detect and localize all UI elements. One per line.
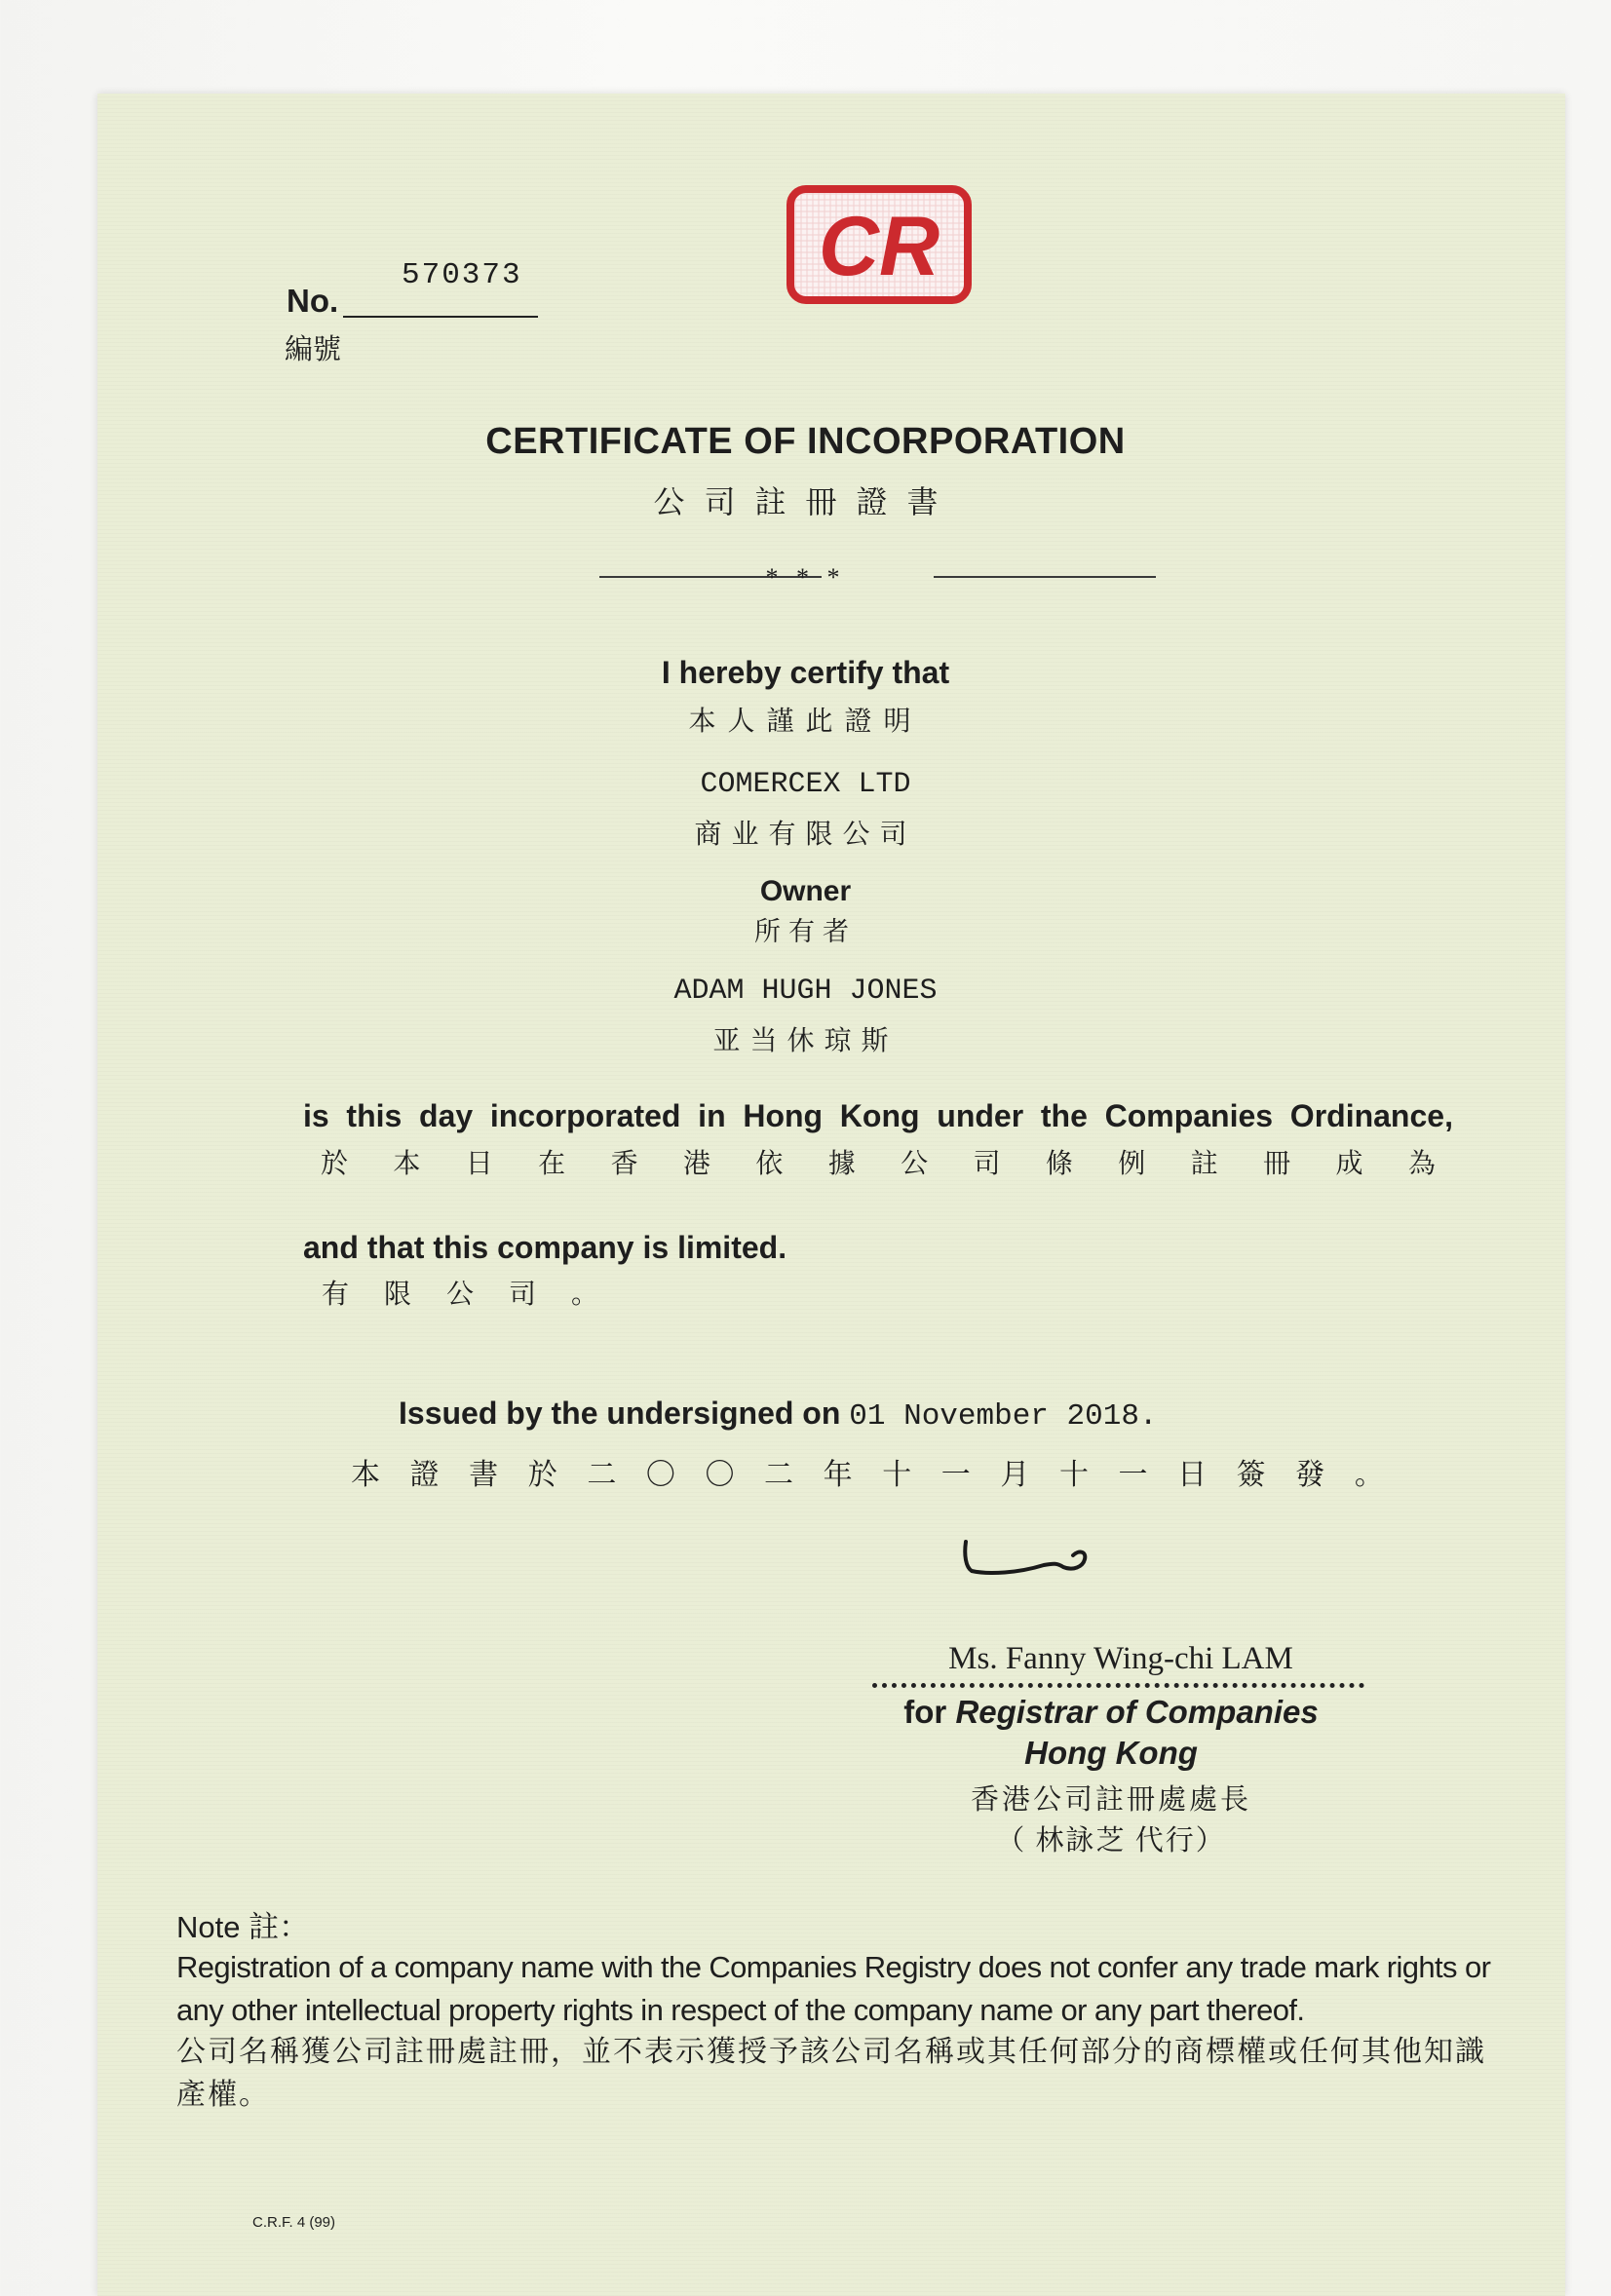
registration-label: No.: [287, 283, 339, 319]
issued-char-zh: 一: [940, 1459, 971, 1491]
issued-char-zh: 月: [1000, 1459, 1030, 1491]
company-name: COMERCEX LTD: [700, 768, 911, 801]
incorporation-word: day: [419, 1098, 474, 1133]
registration-label-zh: 編號: [285, 334, 342, 365]
registrar-name-zh: （ 林詠芝 代行）: [996, 1825, 1226, 1856]
incorporation-word: this: [346, 1098, 403, 1133]
incorporation-char-zh: 司: [973, 1149, 1001, 1179]
incorporation-word: is: [303, 1098, 329, 1133]
incorporation-word: Kong: [839, 1098, 920, 1133]
issued-char-zh: 一: [1118, 1459, 1148, 1491]
incorporation-char-zh: 例: [1118, 1149, 1146, 1179]
incorporation-statement-zh: [303, 1142, 1453, 1181]
issued-statement-zh: [351, 1450, 1384, 1493]
logo-text: CR: [818, 200, 940, 293]
signer-name: Ms. Fanny Wing-chi LAM: [948, 1641, 1293, 1676]
registrar-location: Hong Kong: [1024, 1735, 1198, 1771]
incorporation-char-zh: 條: [1045, 1149, 1073, 1179]
incorporation-char-zh: 本: [393, 1149, 421, 1179]
issued-char-zh: 十: [1058, 1459, 1089, 1491]
issued-char-zh: 本: [351, 1459, 380, 1491]
owner-label: Owner: [759, 875, 852, 907]
issued-statement: [399, 1396, 1158, 1434]
issued-date: 01 November 2018.: [849, 1399, 1158, 1434]
registration-underline: [343, 316, 538, 318]
incorporation-char-zh: 據: [827, 1149, 856, 1179]
certify-statement: I hereby certify that: [661, 655, 950, 690]
issued-char-zh: 發: [1295, 1459, 1325, 1491]
issued-char-zh: 二: [587, 1459, 617, 1491]
issued-char-zh: 證: [409, 1459, 440, 1491]
issued-char-zh: 〇: [705, 1459, 735, 1491]
cr-logo: [786, 185, 972, 304]
registration-number: 570373: [402, 258, 522, 292]
incorporation-char-zh: 公: [901, 1149, 929, 1179]
handwritten-signature: [960, 1534, 1106, 1592]
limited-statement-zh: 有限公司。: [322, 1280, 634, 1310]
issued-char-zh: 。: [1354, 1459, 1384, 1491]
incorporation-word: the: [1040, 1098, 1088, 1133]
incorporation-char-zh: 為: [1407, 1149, 1436, 1179]
incorporation-char-zh: 冊: [1263, 1149, 1291, 1179]
incorporation-char-zh: 香: [610, 1149, 638, 1179]
note-label: Note 註：: [176, 1910, 310, 1944]
incorporation-char-zh: 依: [755, 1149, 784, 1179]
form-code: C.R.F. 4 (99): [252, 2214, 336, 2231]
incorporation-word: incorporated: [489, 1098, 681, 1133]
incorporation-statement: [303, 1098, 1453, 1134]
registrar-prefix: for: [903, 1694, 947, 1730]
company-name-zh: 商业有限公司: [694, 820, 917, 850]
issued-char-zh: 二: [764, 1459, 794, 1491]
incorporation-word: Ordinance,: [1289, 1098, 1453, 1133]
registrar-line: [872, 1694, 1350, 1731]
issued-char-zh: 於: [527, 1459, 557, 1491]
limited-statement: and that this company is limited.: [303, 1230, 787, 1265]
incorporation-char-zh: 港: [682, 1149, 710, 1179]
certificate-title: CERTIFICATE OF INCORPORATION: [485, 421, 1126, 462]
certificate-title-zh: 公司註冊證書: [653, 484, 958, 519]
issued-char-zh: 書: [469, 1459, 499, 1491]
owner-name-zh: 亚当休琼斯: [712, 1026, 899, 1056]
owner-label-zh: 所有者: [754, 917, 857, 946]
incorporation-word: under: [937, 1098, 1024, 1133]
incorporation-word: Companies: [1104, 1098, 1274, 1133]
incorporation-char-zh: 日: [465, 1149, 493, 1179]
issued-char-zh: 簽: [1236, 1459, 1266, 1491]
incorporation-char-zh: 註: [1190, 1149, 1218, 1179]
note-text: Registration of a company name with the Companies Registry does not confer any trade mark rights or any other intellectual property rights in respect of the company name or any part thereof.: [176, 1950, 1491, 2027]
signature-dotted-line: [872, 1683, 1364, 1688]
note-text-zh: 公司名稱獲公司註冊處註冊，並不表示獲授予該公司名稱或其任何部分的商標權或任何其他知識產權。: [176, 2036, 1486, 2111]
incorporation-char-zh: 於: [321, 1149, 349, 1179]
issued-char-zh: 十: [882, 1459, 912, 1491]
incorporation-word: in: [698, 1098, 726, 1133]
certify-statement-zh: 本人謹此證明: [688, 707, 923, 737]
incorporation-word: Hong: [743, 1098, 824, 1133]
incorporation-char-zh: 成: [1335, 1149, 1363, 1179]
divider-right: [934, 576, 1156, 578]
issued-label: Issued by the undersigned on: [399, 1396, 841, 1431]
issued-char-zh: 日: [1177, 1459, 1208, 1491]
registrar-title-zh: 香港公司註冊處處長: [970, 1784, 1251, 1816]
incorporation-char-zh: 在: [538, 1149, 566, 1179]
owner-name: ADAM HUGH JONES: [673, 975, 938, 1008]
issued-char-zh: 〇: [645, 1459, 675, 1491]
issued-char-zh: 年: [823, 1459, 853, 1491]
divider-stars: * * *: [765, 563, 846, 592]
registrar-title: Registrar of Companies: [955, 1694, 1319, 1730]
